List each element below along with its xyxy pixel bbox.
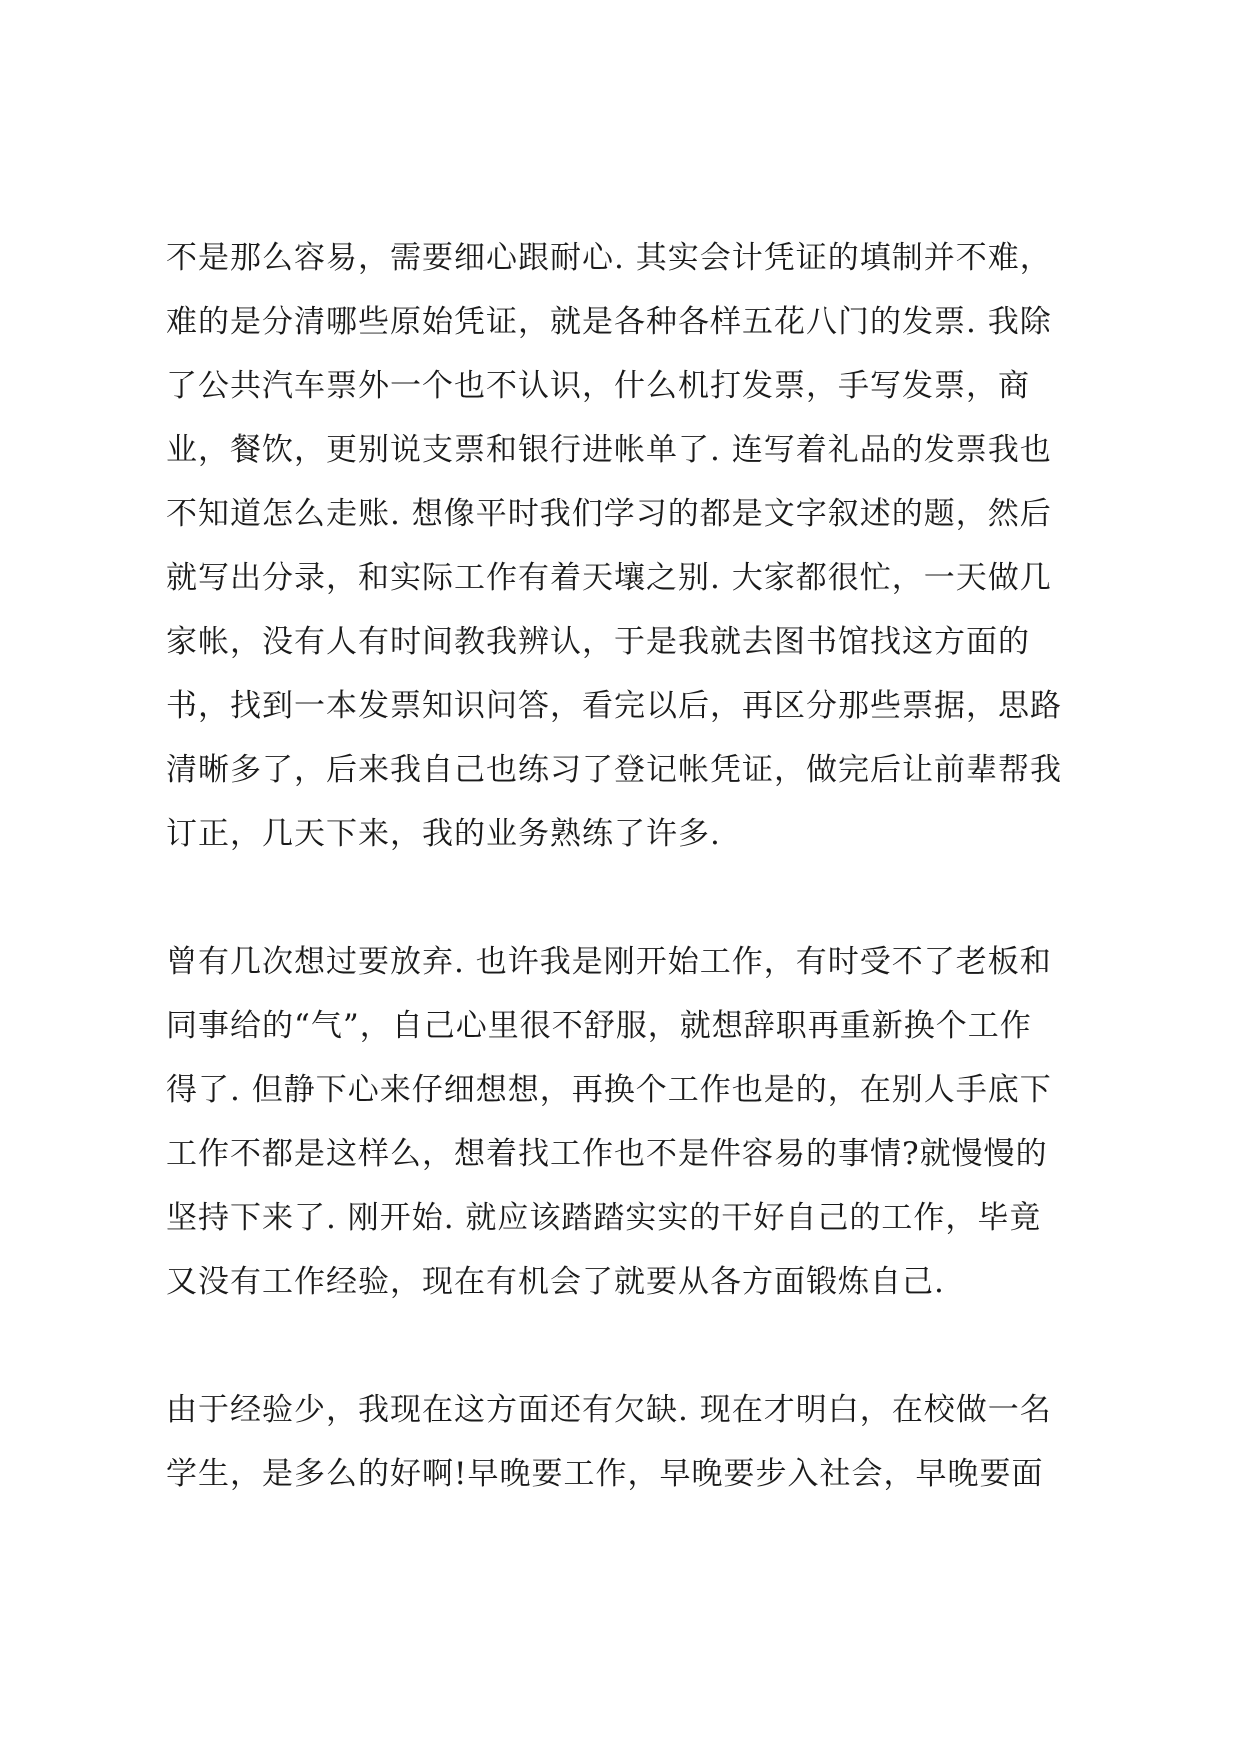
- text-line: 了公共汽车票外一个也不认识，什么机打发票，手写发票，商: [166, 368, 1030, 404]
- text-line: 书，找到一本发票知识问答，看完以后，再区分那些票据，思路: [166, 688, 1062, 724]
- text-line: 订正，几天下来，我的业务熟练了许多.: [166, 816, 721, 852]
- text-line: 又没有工作经验，现在有机会了就要从各方面锻炼自己.: [166, 1264, 945, 1300]
- text-line: 清晰多了，后来我自己也练习了登记帐凭证，做完后让前辈帮我: [166, 752, 1062, 788]
- text-line: 难的是分清哪些原始凭证，就是各种各样五花八门的发票. 我除: [166, 304, 1052, 340]
- text-line: 由于经验少，我现在这方面还有欠缺. 现在才明白，在校做一名: [166, 1392, 1052, 1428]
- text-line: 曾有几次想过要放弃. 也许我是刚开始工作，有时受不了老板和: [166, 944, 1052, 980]
- text-line: 业，餐饮，更别说支票和银行进帐单了. 连写着礼品的发票我也: [166, 432, 1052, 468]
- paragraph-2: [166, 930, 1106, 1314]
- text-line: 家帐，没有人有时间教我辨认，于是我就去图书馆找这方面的: [166, 624, 1030, 660]
- paragraph-spacer: [166, 866, 1106, 930]
- text-line: 得了. 但静下心来仔细想想，再换个工作也是的，在别人手底下: [166, 1072, 1052, 1108]
- text-line: 不是那么容易，需要细心跟耐心. 其实会计凭证的填制并不难，: [166, 240, 1052, 276]
- document-body: [166, 226, 1106, 1506]
- text-line: 坚持下来了. 刚开始. 就应该踏踏实实的干好自己的工作，毕竟: [166, 1200, 1042, 1236]
- text-line: 同事给的“气”，自己心里很不舒服，就想辞职再重新换个工作: [166, 1008, 1032, 1044]
- text-line: 就写出分录，和实际工作有着天壤之别. 大家都很忙，一天做几: [166, 560, 1052, 596]
- text-line: 学生，是多么的好啊!早晚要工作，早晚要步入社会，早晚要面: [166, 1456, 1044, 1492]
- text-line: 不知道怎么走账. 想像平时我们学习的都是文字叙述的题，然后: [166, 496, 1052, 532]
- text-line: 工作不都是这样么，想着找工作也不是件容易的事情?就慢慢的: [166, 1136, 1048, 1172]
- paragraph-1: [166, 226, 1106, 866]
- paragraph-3: [166, 1378, 1106, 1506]
- paragraph-spacer: [166, 1314, 1106, 1378]
